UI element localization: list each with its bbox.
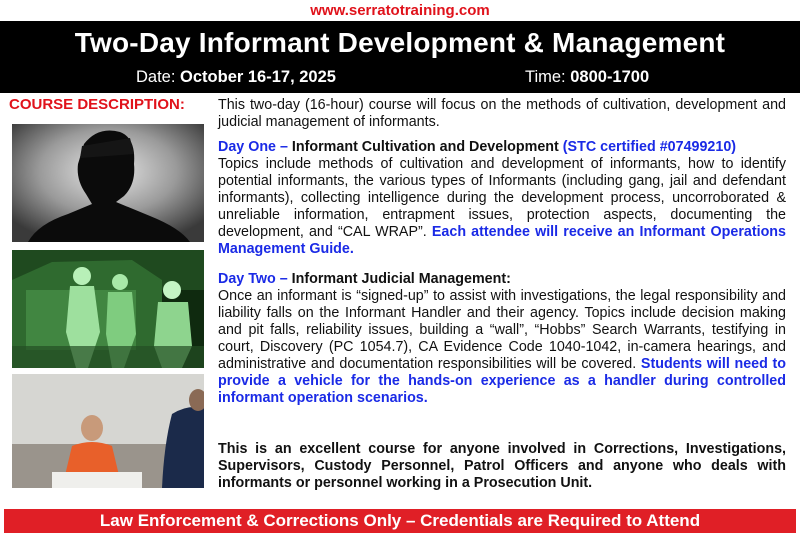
interview-room-photo: [12, 374, 204, 488]
course-title: Two-Day Informant Development & Management: [74, 27, 726, 58]
day-two-body: Once an informant is “signed-up” to assist with investigations, the legal responsibility and liability falls on the Informant Handler and their agency. Topics include decision making and pit falls, reliability issues, building a “wall”, “Hobbs” Search Warrants, testifying in court, Discovery (PC 1054.7), CA Evidence Code 1040-1042, in-camera hearings, and administrative and documentation responsibilities will be covered.: [218, 288, 786, 372]
day-one-title: Informant Cultivation and Development: [291, 139, 559, 155]
silhouette-photo: [12, 124, 204, 242]
time-value: 0800-1700: [570, 68, 650, 86]
date-value: October 16-17, 2025: [180, 68, 336, 86]
title-banner: [0, 21, 800, 93]
day-one-prefix: Day One –: [218, 139, 292, 155]
stc-certification: (STC certified #07499210): [562, 139, 737, 155]
course-time: [525, 67, 649, 87]
night-vision-photo: [12, 250, 204, 368]
course-date: [136, 67, 336, 87]
closing-text: This is an excellent course for anyone involved in Corrections, Investigations, Supervisors, Custody Personnel, Patrol Officers and anyone who deals with informants or personnel working in a Prosecution Unit.: [218, 441, 786, 491]
day-one-highlight: Each attendee will receive an Informant Operations Management Guide.: [218, 224, 786, 257]
time-label: Time:: [525, 68, 566, 86]
day-one-body: Topics include methods of cultivation and development of informants, how to identify potential informants, the various types of Informants (including gang, jail and defendant informants), collecting intelligence during the development process, uncorroborated & unreliable information, entrapment issues, protection aspects, documenting the development, and “CAL WRAP”.: [218, 156, 786, 240]
intro-paragraph: [218, 97, 786, 131]
closing-paragraph: [218, 441, 786, 492]
day-one-section: [218, 139, 786, 258]
date-label: Date:: [136, 68, 176, 86]
day-two-prefix: Day Two –: [218, 271, 292, 287]
day-two-highlight: Students will need to provide a vehicle for the hands-on experience as a handler during controlled informant operation scenarios.: [218, 356, 786, 406]
intro-text: This two-day (16-hour) course will focus on the methods of cultivation, development and judicial management of informants.: [218, 97, 786, 130]
course-description-label: COURSE DESCRIPTION:: [9, 96, 185, 113]
day-two-title: Informant Judicial Management:: [291, 271, 511, 287]
credentials-footer: Law Enforcement & Corrections Only – Credentials are Required to Attend: [4, 509, 796, 533]
day-two-section: [218, 271, 786, 407]
website-link[interactable]: www.serratotraining.com: [310, 2, 490, 19]
